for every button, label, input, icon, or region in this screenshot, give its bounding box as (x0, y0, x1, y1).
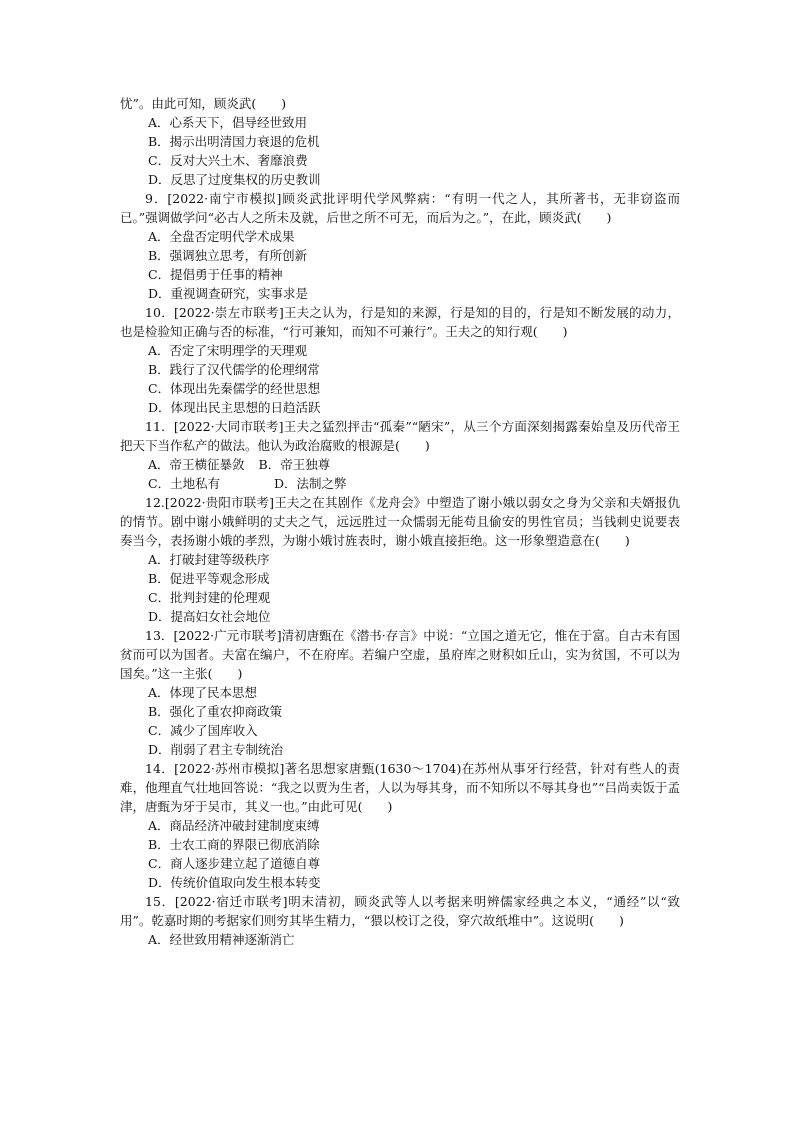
question-14 (120, 759, 680, 892)
option-d: D．反思了过度集权的历史教训 (148, 172, 321, 187)
option-c: C．减少了国库收入 (148, 723, 258, 738)
option-d: D．提高妇女社会地位 (148, 609, 271, 624)
option-c: C．体现出先秦儒学的经世思想 (148, 381, 321, 396)
option-b: B．帝王独尊 (258, 457, 331, 472)
option-c: C．商人逐步建立起了道德自尊 (148, 856, 321, 871)
option-a: A．经世致用精神逐渐消亡 (148, 932, 295, 947)
option-a: A．商品经济冲破封建制度束缚 (148, 818, 320, 833)
option-b: B．践行了汉代儒学的伦理纲常 (148, 362, 320, 377)
question-stem: 14．[2022·苏州市模拟]著名思想家唐甄(1630～1704)在苏州从事牙行经营，针对有些人的责难，他理直气壮地回答说：“我之以贾为生者，人以为辱其身，而不知所以不辱其身也”“吕尚卖饭于孟津，唐甄为牙于吴市，其义一也。”由此可见( ) (120, 761, 680, 814)
question-10 (120, 303, 680, 417)
question-stem: 9．[2022·南宁市模拟]顾炎武批评明代学风弊病：“有明一代之人，其所著书，无非窃盗而已。”强调做学问“必古人之所未及就，后世之所不可无，而后为之。”，在此，顾炎武( ) (120, 191, 680, 225)
option-a: A．帝王横征暴敛 (148, 457, 245, 472)
question-13 (120, 626, 680, 759)
option-d: D．传统价值取向发生根本转变 (148, 875, 321, 890)
question-stem: 15．[2022·宿迁市联考]明末清初，顾炎武等人以考据来明辨儒家经典之本义，“通经”以“致用”。乾嘉时期的考据家们则穷其毕生精力，“猥以校订之役，穿穴故纸堆中”。这说明( ) (120, 894, 680, 928)
option-c: C．反对大兴土木、奢靡浪费 (148, 153, 308, 168)
option-row (120, 474, 680, 493)
option-c: C．批判封建的伦理观 (148, 590, 271, 605)
question-9 (120, 189, 680, 303)
option-d: D．重视调查研究，实事求是 (148, 286, 309, 301)
option-a: A．全盘否定明代学术成果 (148, 229, 295, 244)
question-stem: 12.[2022·贵阳市联考]王夫之在其剧作《龙舟会》中塑造了谢小娥以弱女之身为父亲和夫婿报仇的情节。剧中谢小娥鲜明的丈夫之气，远远胜过一众懦弱无能苟且偷安的男性官员；当钱刺史说要表奏当今，表扬谢小娥的孝烈，为谢小娥讨旌表时，谢小娥直接拒绝。这一形象塑造意在( ) (120, 495, 680, 548)
question-stem: 13．[2022·广元市联考]清初唐甄在《潜书·存言》中说：“立国之道无它，惟在于富。自古未有国贫而可以为国者。夫富在编户，不在府库。若编户空虚，虽府库之财积如丘山，实为贫国，不可以为国矣。”这一主张( ) (120, 628, 680, 681)
question-12 (120, 493, 680, 626)
option-c: C．土地私有 (148, 476, 221, 491)
question-15 (120, 892, 680, 949)
option-b: B．强调独立思考，有所创新 (148, 248, 308, 263)
question-11 (120, 417, 680, 493)
option-b: B．促进平等观念形成 (148, 571, 270, 586)
question-stem: 11．[2022·大同市联考]王夫之猛烈抨击“孤秦”“陋宋”，从三个方面深刻揭露秦始皇及历代帝王把天下当作私产的做法。他认为政治腐败的根源是( ) (120, 419, 680, 453)
option-d: D．削弱了君主专制统治 (148, 742, 284, 757)
option-b: B．士农工商的界限已彻底消除 (148, 837, 320, 852)
option-a: A．否定了宋明理学的天理观 (148, 343, 308, 358)
option-a: A．心系天下，倡导经世致用 (148, 115, 308, 130)
option-c: C．提倡勇于任事的精神 (148, 267, 283, 282)
option-b: B．揭示出明清国力衰退的危机 (148, 134, 320, 149)
option-d: D．法制之弊 (274, 476, 347, 491)
option-d: D．体现出民主思想的日趋活跃 (148, 400, 321, 415)
option-row (120, 455, 680, 474)
option-a: A．体现了民本思想 (148, 685, 258, 700)
option-a: A．打破封建等级秩序 (148, 552, 270, 567)
option-b: B．强化了重农抑商政策 (148, 704, 283, 719)
question-stem: 10．[2022·崇左市联考]王夫之认为，行是知的来源，行是知的目的，行是知不断发展的动力，也是检验知正确与否的标准，“行可兼知，而知不可兼行”。王夫之的知行观( ) (120, 305, 680, 339)
question-8-tail (120, 94, 680, 189)
question-list (120, 94, 680, 949)
question-stem: 忧”。由此可知，顾炎武( ) (120, 96, 287, 111)
